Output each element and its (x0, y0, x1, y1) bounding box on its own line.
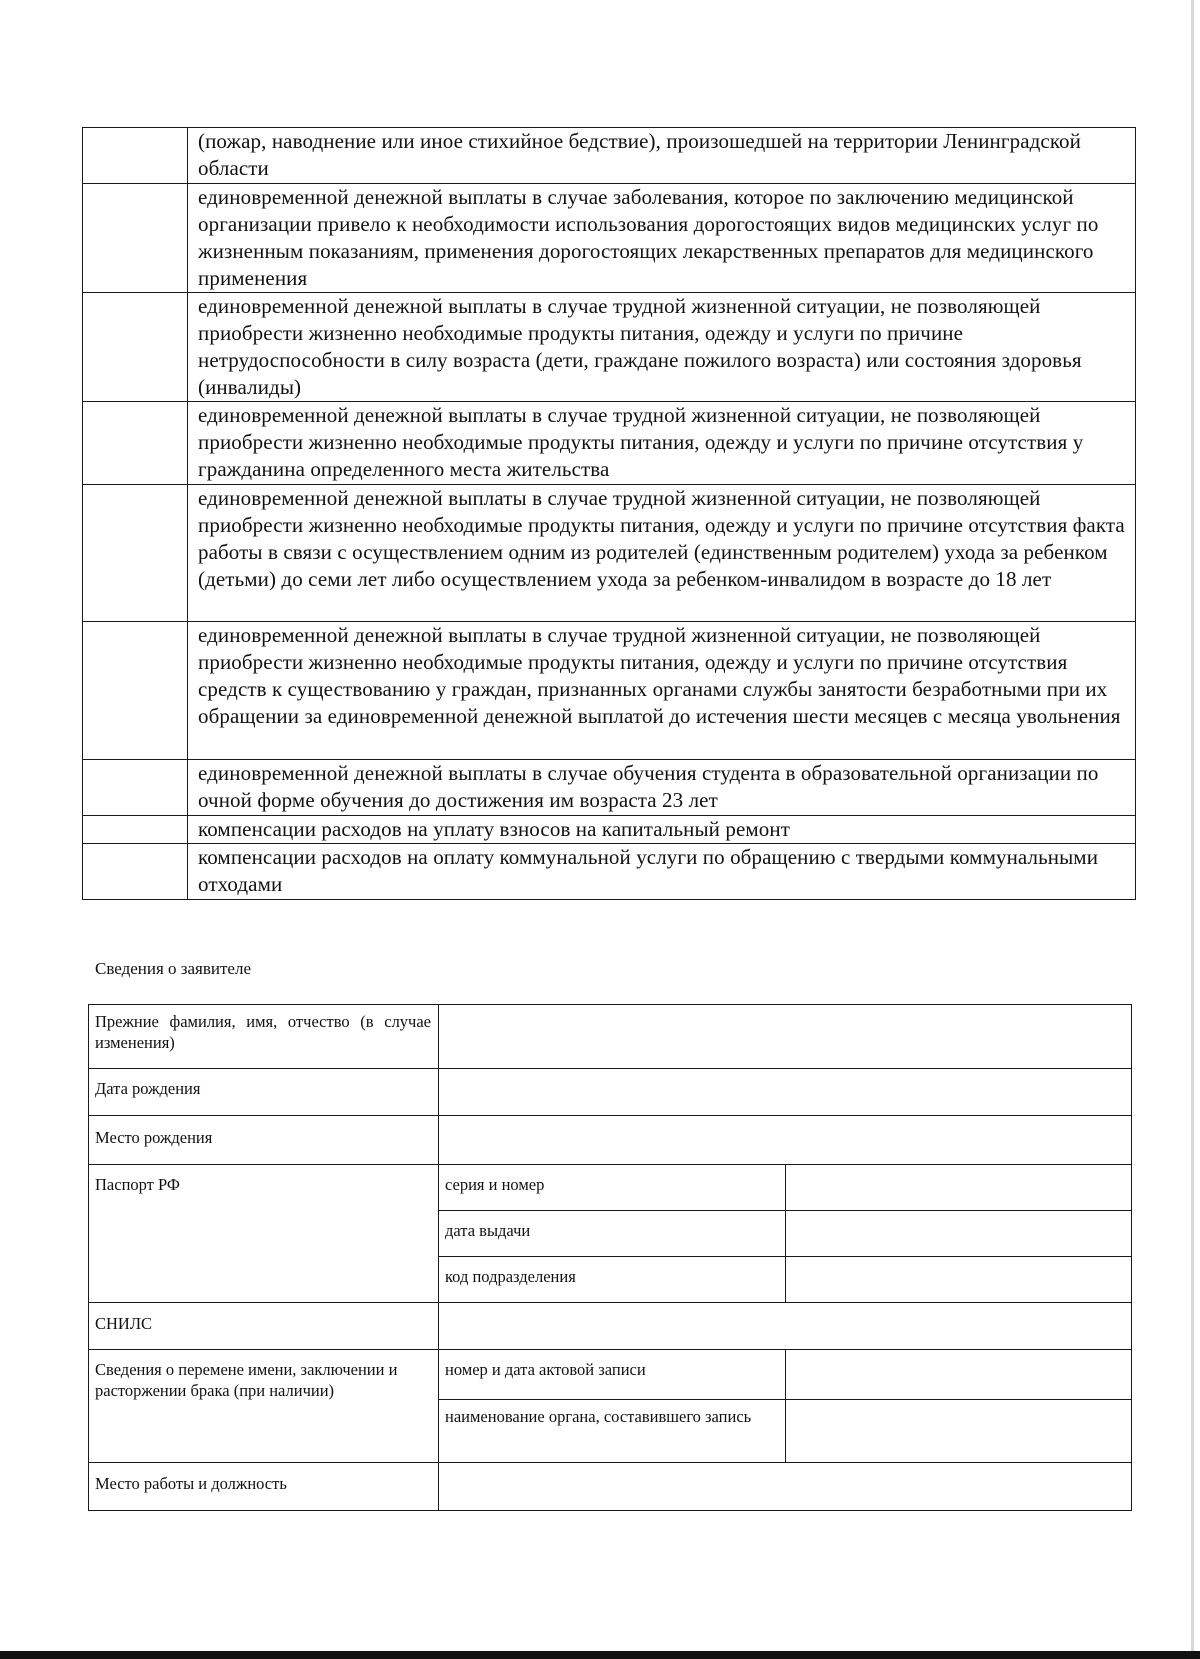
payment-option-text: единовременной денежной выплаты в случае трудной жизненной ситуации, не позволяющей приобрести жизненно необходимые продукты питания, одежду и услуги по причине отсутствия у гражданина определенного места жительства (188, 402, 1136, 485)
previous-name-label: Прежние фамилия, имя, отчество (в случае изменения) (89, 1005, 439, 1069)
birth-date-label: Дата рождения (89, 1069, 439, 1116)
passport-division-code-field[interactable] (785, 1257, 1132, 1303)
payment-checkbox-cell[interactable] (83, 402, 188, 485)
payment-checkbox-cell[interactable] (83, 184, 188, 293)
previous-name-row (89, 1005, 1132, 1069)
payment-option-text: (пожар, наводнение или иное стихийное бедствие), произошедшей на территории Ленинградской области (188, 128, 1136, 184)
workplace-row (89, 1463, 1132, 1511)
payments-table (82, 127, 1136, 900)
payment-option-text: компенсации расходов на уплату взносов на капитальный ремонт (188, 816, 1136, 844)
workplace-label: Место работы и должность (89, 1463, 439, 1511)
snils-row (89, 1303, 1132, 1350)
name-change-label: Сведения о перемене имени, заключении и расторжении брака (при наличии) (89, 1350, 439, 1463)
passport-label: Паспорт РФ (89, 1165, 439, 1303)
record-number-date-label: номер и дата актовой записи (439, 1350, 786, 1400)
section-title: Сведения о заявителе (95, 959, 252, 978)
workplace-field[interactable] (439, 1463, 1132, 1511)
birth-place-label: Место рождения (89, 1116, 439, 1165)
payment-row (83, 128, 1136, 184)
birth-place-field[interactable] (439, 1116, 1132, 1165)
payment-checkbox-cell[interactable] (83, 844, 188, 900)
record-number-row (89, 1350, 1132, 1400)
record-number-date-field[interactable] (785, 1350, 1132, 1400)
payment-option-text: единовременной денежной выплаты в случае трудной жизненной ситуации, не позволяющей приобрести жизненно необходимые продукты питания, одежду и услуги по причине отсутствия факта работы в связи с осуществлением одним из родителей (единственным родителем) ухода за ребенком (детьми) до семи лет либо осуществлением ухода за ребенком-инвалидом в возрасте до 18 лет (188, 485, 1136, 622)
passport-series-row (89, 1165, 1132, 1211)
payment-checkbox-cell[interactable] (83, 622, 188, 760)
payment-row (83, 816, 1136, 844)
snils-label: СНИЛС (89, 1303, 439, 1350)
birth-date-field[interactable] (439, 1069, 1132, 1116)
record-authority-label: наименование органа, составившего запись (439, 1400, 786, 1463)
payment-checkbox-cell[interactable] (83, 485, 188, 622)
passport-issue-date-label: дата выдачи (439, 1211, 786, 1257)
payment-row (83, 184, 1136, 293)
applicant-table (88, 1004, 1132, 1511)
birth-place-row (89, 1116, 1132, 1165)
scan-edge-shadow (1191, 0, 1194, 1651)
payment-row (83, 622, 1136, 760)
previous-name-field[interactable] (439, 1005, 1132, 1069)
payment-option-text: компенсации расходов на оплату коммунальной услуги по обращению с твердыми коммунальными отходами (188, 844, 1136, 900)
payment-checkbox-cell[interactable] (83, 293, 188, 402)
payment-checkbox-cell[interactable] (83, 128, 188, 184)
passport-issue-date-field[interactable] (785, 1211, 1132, 1257)
payment-checkbox-cell[interactable] (83, 760, 188, 816)
scan-bottom-edge (0, 1651, 1200, 1659)
passport-series-label: серия и номер (439, 1165, 786, 1211)
payment-option-text: единовременной денежной выплаты в случае обучения студента в образовательной организации по очной форме обучения до достижения им возраста 23 лет (188, 760, 1136, 816)
payment-option-text: единовременной денежной выплаты в случае трудной жизненной ситуации, не позволяющей приобрести жизненно необходимые продукты питания, одежду и услуги по причине нетрудоспособности в силу возраста (дети, граждане пожилого возраста) или состояния здоровья (инвалиды) (188, 293, 1136, 402)
payment-row (83, 293, 1136, 402)
snils-field[interactable] (439, 1303, 1132, 1350)
birth-date-row (89, 1069, 1132, 1116)
payment-row (83, 760, 1136, 816)
payment-row (83, 844, 1136, 900)
payment-row (83, 485, 1136, 622)
payment-checkbox-cell[interactable] (83, 816, 188, 844)
passport-series-field[interactable] (785, 1165, 1132, 1211)
payment-row (83, 402, 1136, 485)
payment-option-text: единовременной денежной выплаты в случае трудной жизненной ситуации, не позволяющей приобрести жизненно необходимые продукты питания, одежду и услуги по причине отсутствия средств к существованию у граждан, признанных органами службы занятости безработными при их обращении за единовременной денежной выплатой до истечения шести месяцев с месяца увольнения (188, 622, 1136, 760)
payment-option-text: единовременной денежной выплаты в случае заболевания, которое по заключению медицинской организации привело к необходимости использования дорогостоящих видов медицинских услуг по жизненным показаниям, применения дорогостоящих лекарственных препаратов для медицинского применения (188, 184, 1136, 293)
passport-division-code-label: код подразделения (439, 1257, 786, 1303)
record-authority-field[interactable] (785, 1400, 1132, 1463)
